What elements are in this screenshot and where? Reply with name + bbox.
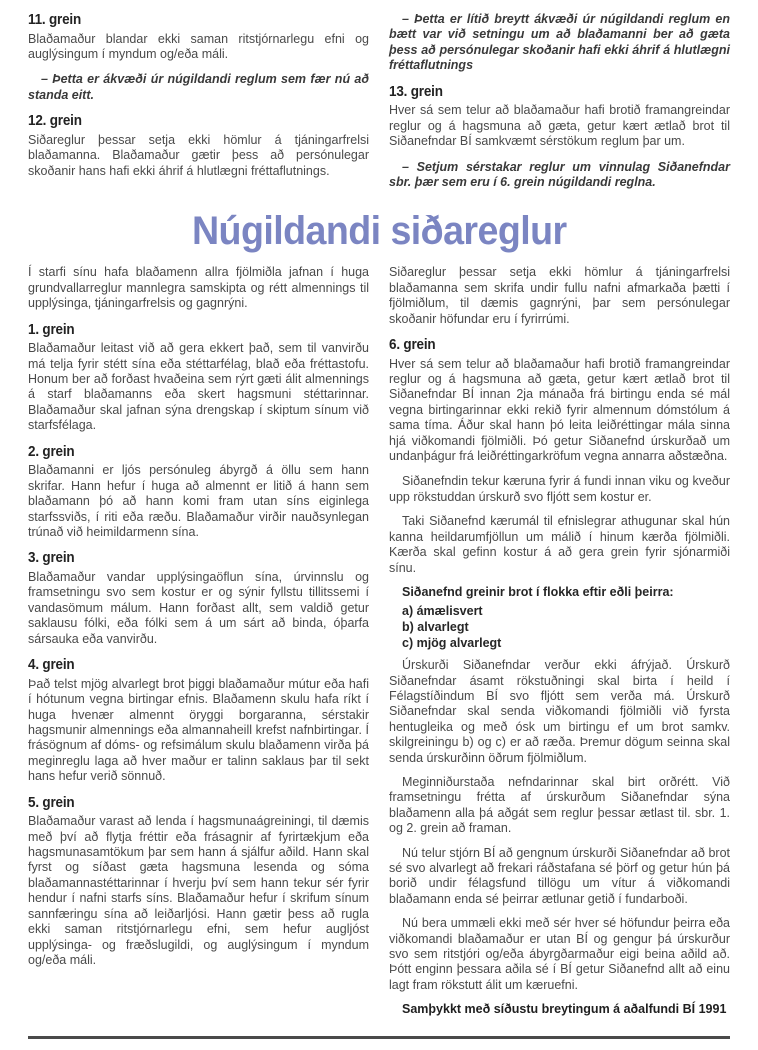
page-title: Núgildandi siðareglur: [191, 209, 567, 254]
article-body-12: Siðareglur þessar setja ekki hömlur á tjáningarfrelsi blaðamanna. Blaðamaður gætir þess að persónulegar skoðanir hans hafi ekki áhrif á hlutlægni fréttaflutnings.: [28, 132, 369, 178]
article-6-paragraph-2: Siðanefndin tekur kæruna fyrir á fundi innan viku og kveður upp rökstuddan úrskurð svo fljótt sem kostur er.: [389, 474, 730, 504]
top-right-column: [389, 12, 730, 200]
article-body-1: Blaðamaður leitast við að gera ekkert það, sem til vanvirðu má telja fyrir stétt sína eða stéttarfélag, blað eða fréttastofu. Honum ber að forðast hvaðeina sem rýrt gæti álit almennings á starf blaðamanns eða skert hagsmuni stéttarinnar. Blaðamaður skal jafnan sýna drengskap í skiptum sínum við starfsfélaga.: [28, 341, 369, 433]
article-6-paragraph-7: Nú bera ummæli ekki með sér hver sé höfundur þeirra eða viðkomandi blaðamaður er utan BÍ og gengur þá úrskurður svo sem ritstjóri og/eða ábyrgðarmaður eigi beina aðild að. Þótt enginn þessara aðila sé í BÍ getur Siðanefnd allt að einu lagt fram rökstutt álit um kæruefni.: [389, 916, 730, 992]
article-heading-2: 2. grein: [28, 443, 75, 460]
article-heading-3: 3. grein: [28, 550, 75, 567]
title-band: [28, 209, 730, 254]
category-item-b: b) alvarlegt: [402, 619, 469, 634]
top-section: [28, 12, 730, 200]
category-item-c: c) mjög alvarlegt: [402, 635, 502, 650]
footer-rule: [28, 1036, 730, 1039]
article-6-paragraph-6: Nú telur stjórn BÍ að gengnum úrskurði Siðanefndar að brot sé svo alvarlegt að frekari ráðstafana sé þörf og getur hún þá borið undir félagsfund tillögu um vítur á viðkomandi blaðamann enda sé þeirrar ætlunar getið í fundarboði.: [389, 845, 730, 906]
category-list: [389, 604, 730, 651]
category-heading: Siðanefnd greinir brot í flokka eftir eðli þeirra:: [402, 584, 674, 599]
article-6-paragraph-4: Úrskurði Siðanefndar verður ekki áfrýjað. Úrskurð Siðanefndar ásamt rökstuðningi skal birta í heild í Félagstíðindum BÍ svo fljótt sem verða má. Úrskurð Siðanefndar skal senda viðkomandi fjölmiðli við fyrsta hentugleika og með ósk um birtingu ef um brot samkv. skilgreiningu b) og c) er að ræða. Þremur dögum seinna skal senda úrskurðinn öðrum fjölmiðlum.: [389, 658, 730, 765]
main-section: [28, 265, 730, 1017]
article-6-paragraph-1: Hver sá sem telur að blaðamaður hafi brotið framangreindar reglur og á hagsmuna að gæta, getur kært ætlað brot til Siðanefndar BÍ innan 2ja mánaða frá birtingu enda sé mál vegna birtingarinnar ekki rekið fyrir almennum dómstólum á sama tíma. Áður skal hann þó leita leiðréttingar mála sinna hjá viðkomandi fjölmiðli. Þó getur Siðanefnd úrskurðað um undanþágur frá leiðréttingarkröfum vegna annarra aðstæðna.: [389, 356, 730, 464]
article-heading-12: 12. grein: [28, 113, 82, 130]
main-left-column: [28, 265, 369, 968]
article-note-13: – Setjum sérstakar reglur um vinnulag Siðanefndar sbr. þær sem eru í 6. grein núgildandi reglna.: [389, 159, 730, 189]
article-heading-6: 6. grein: [389, 336, 436, 353]
article-body-2: Blaðamanni er ljós persónuleg ábyrgð á öllu sem hann skrifar. Hann hefur í huga að almennt er litið á hann sem blaðamann þó að hann komi fram utan síns eiginlega starfssviðs, í riti eða ræðu. Blaðamaður virðir nauðsynlegan trúnað við heimildarmenn sína.: [28, 463, 369, 539]
article-6-paragraph-3: Taki Siðanefnd kærumál til efnislegrar athugunar skal hún kanna heildarumfjöllun um málið í hinum kærða fjölmiðli. Kærða skal gefinn kostur á að gera grein fyrir sjónarmiði sínu.: [389, 514, 730, 575]
article-note-12: – Þetta er lítið breytt ákvæði úr núgildandi reglum en bætt var við setningu um að blaðamanni ber að gæta þess að persónulegar skoðanir hafi ekki áhrif á hlutlægni fréttaflutnings: [389, 12, 730, 73]
signoff-line: Samþykkt með síðustu breytingum á aðalfundi BÍ 1991: [402, 1002, 727, 1017]
article-heading-13: 13. grein: [389, 83, 443, 100]
article-heading-4: 4. grein: [28, 657, 75, 674]
article-body-4: Það telst mjög alvarlegt brot þiggi blaðamaður mútur eða hafi í hótunum vegna birtingar efnis. Blaðamenn skulu hafa ríkt í huga hvenær almennt öryggi borgaranna, sérstakir hagsmunir almennings eða almannaheill krefst nafnbirtingar. Í frásögnum af dóms- og refsimálum skulu blaðamenn virða þá meginreglu laga að hver maður er talinn saklaus þar til sekt hans hefur verið sönnuð.: [28, 676, 369, 784]
article-body-5: Blaðamaður varast að lenda í hagsmunaágreiningi, til dæmis með því að flytja fréttir eða frásagnir af fyrirtækjum eða hagsmunasamtökum þar sem hann á sjálfur aðild. Hann skal fyrst og síðast gæta hagsmuna lesenda og sóma blaðamannastéttarinnar í hverju því sem hann tekur sér fyrir hendur í nafni starfs síns. Blaðamaður hefur í skrifum sínum sannfæringu sína að leiðarljósi. Hann gætir þess að rugla ekki saman ritstjórnarlegu efni, sem hefur augljóst upplýsinga- og fræðslugildi, og auglýsingum í myndum og/eða máli.: [28, 814, 369, 967]
article-heading-1: 1. grein: [28, 321, 75, 338]
main-intro-left: Í starfi sínu hafa blaðamenn allra fjölmiðla jafnan í huga grundvallarreglur mannlegra samskipta og rétt almennings til upplýsinga, tjáningarfrelsis og gagnrýni.: [28, 265, 369, 311]
article-body-3: Blaðamaður vandar upplýsingaöflun sína, úrvinnslu og framsetningu svo sem kostur er og sýnir fyllstu tillitssemi í vandasömum málum. Hann forðast allt, sem valdið getur saklausu fólki, eða fólki sem á um sárt að binda, óþarfa sársauka eða vanvirðu.: [28, 570, 369, 646]
main-intro-right: Siðareglur þessar setja ekki hömlur á tjáningarfrelsi blaðamanna sem skrifa undir fullu nafni afmarkaða þætti í fjölmiðlum, til dæmis gagnrýni, þar sem persónulegar skoðanir höfundar eru í fyrirrúmi.: [389, 265, 730, 326]
article-body-13: Hver sá sem telur að blaðamaður hafi brotið framangreindar reglur og á hagsmuna að gæta, getur kært ætlað brot til Siðanefndar BÍ samkvæmt sérstökum reglum þar um.: [389, 103, 730, 149]
category-item-a: a) ámælisvert: [402, 604, 483, 619]
article-heading-5: 5. grein: [28, 794, 75, 811]
top-left-column: [28, 12, 369, 179]
article-heading-11: 11. grein: [28, 12, 82, 28]
article-note-11: – Þetta er ákvæði úr núgildandi reglum sem fær nú að standa eitt.: [28, 72, 369, 102]
main-right-column: [389, 265, 730, 1017]
article-body-11: Blaðamaður blandar ekki saman ritstjórnarlegu efni og auglýsingum í myndum og/eða máli.: [28, 31, 369, 62]
article-6-paragraph-5: Meginniðurstaða nefndarinnar skal birt orðrétt. Við framsetningu frétta af úrskurðum Siðanefndar sýna blaðamenn alla þá aðgát sem reglur þessar ætlast til. sbr. 1. og 2. grein að framan.: [389, 774, 730, 836]
